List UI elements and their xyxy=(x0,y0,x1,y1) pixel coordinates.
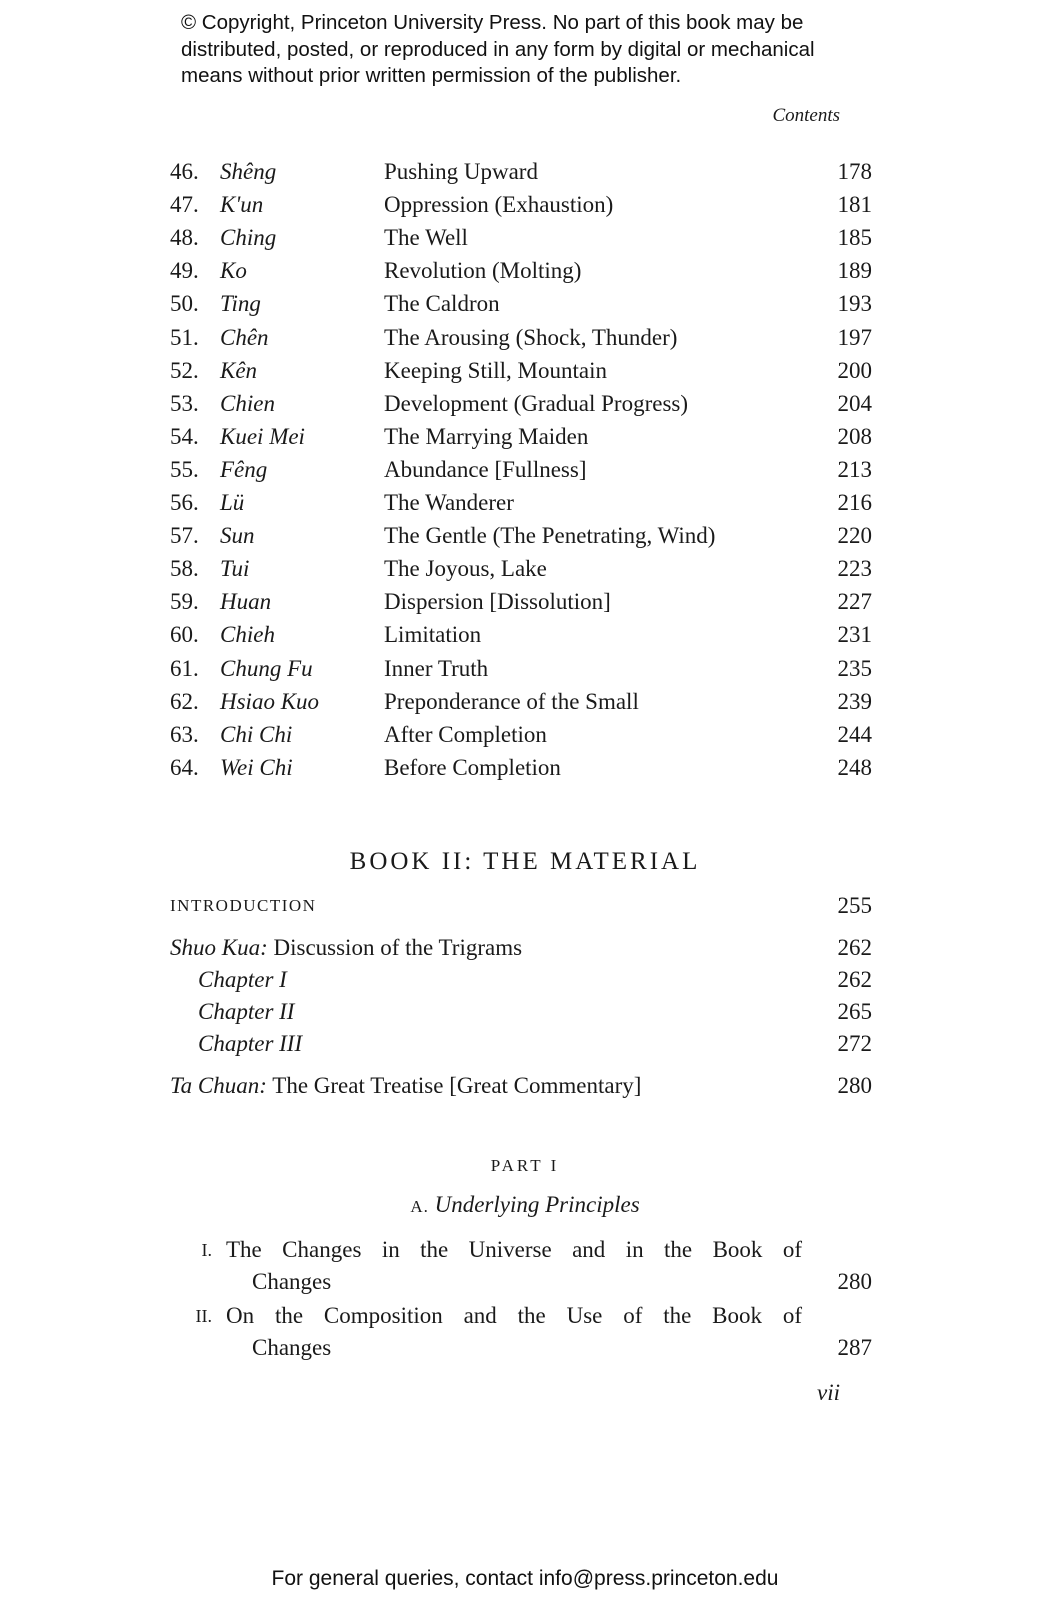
hexagram-number: 59. xyxy=(170,589,199,615)
hexagram-number: 62. xyxy=(170,688,199,714)
hexagram-name: Fêng xyxy=(220,456,268,482)
hexagram-name: Tui xyxy=(220,556,250,582)
hexagram-title: Dispersion [Dissolution] xyxy=(384,589,611,615)
toc-entry-ta-chuan xyxy=(170,1070,872,1102)
hexagram-page: 181 xyxy=(837,192,872,218)
hexagram-page: 223 xyxy=(837,556,872,582)
book-heading: BOOK II: THE MATERIAL xyxy=(349,848,701,875)
ta-chuan-page: 280 xyxy=(837,1073,872,1098)
hexagram-row xyxy=(170,752,872,784)
hexagram-page: 185 xyxy=(837,225,872,251)
hexagram-page: 208 xyxy=(837,423,872,449)
item-line-2: Changes xyxy=(252,1335,332,1360)
hexagram-name: Chi Chi xyxy=(220,721,293,747)
shuo-kua-title xyxy=(170,932,522,964)
hexagram-number: 46. xyxy=(170,159,199,184)
hexagram-name: Kuei Mei xyxy=(220,423,305,449)
item-line-2: Changes xyxy=(252,1269,332,1294)
hexagram-number: 63. xyxy=(170,721,199,747)
hexagram-row xyxy=(170,255,872,287)
hexagram-title: Abundance [Fullness] xyxy=(384,456,587,482)
hexagram-name: Lü xyxy=(220,490,245,515)
item-roman: I. xyxy=(201,1240,212,1260)
hexagram-page: 227 xyxy=(837,589,872,615)
hexagram-name: Sun xyxy=(220,523,255,549)
hexagram-page: 220 xyxy=(837,523,872,549)
hexagram-page: 204 xyxy=(837,390,872,416)
hexagram-number: 61. xyxy=(170,655,199,681)
hexagram-title: The Marrying Maiden xyxy=(384,423,589,449)
hexagram-row xyxy=(170,653,872,685)
hexagram-number: 53. xyxy=(170,390,199,416)
item-roman: II. xyxy=(195,1306,212,1326)
hexagram-number: 54. xyxy=(170,423,199,449)
part-heading: PART I xyxy=(490,1156,560,1175)
hexagram-page: 178 xyxy=(837,159,872,184)
hexagram-row xyxy=(170,322,872,354)
hexagram-page: 197 xyxy=(837,324,872,350)
hexagram-number: 48. xyxy=(170,225,199,251)
toc-entry-chapter-1 xyxy=(170,964,872,996)
hexagram-row xyxy=(170,487,872,519)
hexagram-page: 235 xyxy=(837,655,872,681)
hexagram-page: 189 xyxy=(837,258,872,284)
hexagram-title: The Gentle (The Penetrating, Wind) xyxy=(384,523,716,549)
hexagram-number: 55. xyxy=(170,456,199,482)
toc-entry-shuo-kua xyxy=(170,932,872,964)
hexagram-row xyxy=(170,686,872,718)
hexagram-title: Preponderance of the Small xyxy=(384,688,639,714)
running-head: Contents xyxy=(772,105,840,126)
hexagram-title: Inner Truth xyxy=(384,655,489,681)
hexagram-row xyxy=(170,388,872,420)
hexagram-name: Kên xyxy=(220,357,258,383)
hexagram-number: 51. xyxy=(170,324,199,350)
hexagram-title: The Arousing (Shock, Thunder) xyxy=(384,324,678,350)
hexagram-title: The Well xyxy=(384,225,468,251)
hexagram-page: 200 xyxy=(837,357,872,383)
ta-chuan-title xyxy=(170,1070,641,1102)
hexagram-name: Ching xyxy=(220,225,277,251)
section-title: Underlying Principles xyxy=(434,1192,640,1217)
toc-entry-chapter-3 xyxy=(170,1028,872,1060)
item-page: 287 xyxy=(837,1335,872,1360)
hexagram-row xyxy=(170,586,872,618)
hexagram-title: The Wanderer xyxy=(384,490,514,515)
chapter-label: Chapter I xyxy=(198,967,287,992)
hexagram-number: 57. xyxy=(170,523,199,549)
item-page: 280 xyxy=(837,1269,872,1294)
copyright-line-3: means without prior written permission of the publisher. xyxy=(181,64,682,87)
hexagram-name: Wei Chi xyxy=(220,754,293,780)
chapter-page: 262 xyxy=(837,967,872,992)
hexagram-title: Limitation xyxy=(384,622,482,648)
hexagram-row xyxy=(170,355,872,387)
introduction-label: INTRODUCTION xyxy=(170,896,317,915)
chapter-page: 265 xyxy=(837,999,872,1024)
hexagram-row xyxy=(170,156,872,188)
hexagram-name: Chung Fu xyxy=(220,655,313,681)
hexagram-name: Chien xyxy=(220,390,275,416)
hexagram-page: 231 xyxy=(837,622,872,648)
hexagram-number: 56. xyxy=(170,490,199,515)
hexagram-page: 213 xyxy=(837,456,872,482)
hexagram-row xyxy=(170,520,872,552)
hexagram-row xyxy=(170,719,872,751)
hexagram-title: Development (Gradual Progress) xyxy=(384,390,689,416)
hexagram-name: Chieh xyxy=(220,622,275,648)
hexagram-name: Shêng xyxy=(220,159,277,184)
hexagram-row xyxy=(170,222,872,254)
hexagram-page: 216 xyxy=(837,490,872,515)
hexagram-title: Oppression (Exhaustion) xyxy=(384,192,614,218)
section-heading xyxy=(0,1192,1050,1218)
hexagram-name: Chên xyxy=(220,324,269,350)
chapter-label: Chapter II xyxy=(198,999,295,1024)
toc-entry-introduction xyxy=(170,890,872,922)
hexagram-number: 58. xyxy=(170,556,199,582)
copyright-line-2: distributed, posted, or reproduced in any form by digital or mechanical xyxy=(181,37,815,61)
hexagram-title: Revolution (Molting) xyxy=(384,258,582,284)
hexagram-name: Huan xyxy=(220,589,272,615)
hexagram-title: Keeping Still, Mountain xyxy=(384,357,607,383)
hexagram-page: 193 xyxy=(837,291,872,317)
hexagram-name: Ting xyxy=(220,291,261,317)
copyright-line-1: © Copyright, Princeton University Press. No part of this book may be xyxy=(181,11,804,34)
hexagram-number: 49. xyxy=(170,258,199,284)
ta-chuan-title-rest: The Great Treatise [Great Commentary] xyxy=(266,1073,642,1098)
hexagram-page: 244 xyxy=(837,721,872,747)
hexagram-row xyxy=(170,454,872,486)
hexagram-title: After Completion xyxy=(384,721,547,747)
hexagram-number: 60. xyxy=(170,622,199,648)
ta-chuan-title-italic: Ta Chuan: xyxy=(170,1073,267,1098)
introduction-page: 255 xyxy=(837,893,872,918)
hexagram-number: 64. xyxy=(170,754,199,780)
chapter-label: Chapter III xyxy=(198,1031,303,1056)
hexagram-number: 47. xyxy=(170,192,199,218)
hexagram-title: Before Completion xyxy=(384,754,561,780)
shuo-kua-title-rest: Discussion of the Trigrams xyxy=(267,935,523,960)
hexagram-number: 52. xyxy=(170,357,199,383)
hexagram-row xyxy=(170,553,872,585)
hexagram-title: The Joyous, Lake xyxy=(384,556,547,582)
shuo-kua-title-italic: Shuo Kua: xyxy=(170,935,268,960)
hexagram-row xyxy=(170,619,872,651)
hexagram-title: Pushing Upward xyxy=(384,159,538,184)
hexagram-row xyxy=(170,288,872,320)
chapter-page: 272 xyxy=(837,1031,872,1056)
toc-entry-chapter-2 xyxy=(170,996,872,1028)
hexagram-page: 239 xyxy=(837,688,872,714)
copyright-notice xyxy=(181,10,901,90)
item-line-1: On the Composition and the Use of the Book of xyxy=(226,1303,802,1328)
footer-contact: For general queries, contact info@press.princeton.edu xyxy=(271,1567,779,1590)
hexagram-name: K'un xyxy=(220,192,264,218)
hexagram-page: 248 xyxy=(837,754,872,780)
item-line-1: The Changes in the Universe and in the Book of xyxy=(226,1237,802,1262)
hexagram-number: 50. xyxy=(170,291,199,317)
hexagram-name: Hsiao Kuo xyxy=(220,688,320,714)
hexagram-title: The Caldron xyxy=(384,291,500,317)
hexagram-name: Ko xyxy=(220,258,247,284)
section-letter: A. xyxy=(410,1197,429,1216)
shuo-kua-page: 262 xyxy=(837,935,872,960)
page-folio: vii xyxy=(817,1380,840,1405)
hexagram-row xyxy=(170,189,872,221)
hexagram-row xyxy=(170,421,872,453)
